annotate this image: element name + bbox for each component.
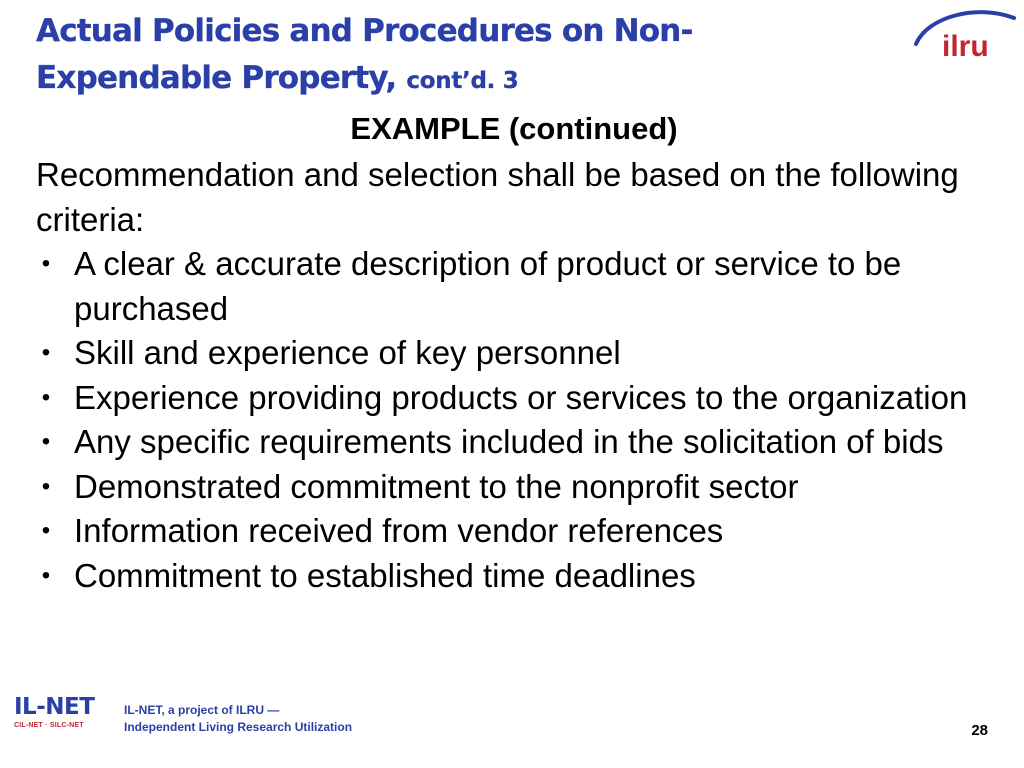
list-item: • A clear & accurate description of product or service to be purchased bbox=[36, 242, 996, 331]
bullet-icon: • bbox=[41, 561, 51, 589]
bullet-icon: • bbox=[41, 517, 51, 544]
ilnet-logo bbox=[14, 694, 104, 740]
intro-text: Recommendation and selection shall be based on the following criteria: bbox=[36, 156, 959, 238]
bullet-icon: • bbox=[41, 428, 51, 455]
list-item: • Demonstrated commitment to the nonprofit sector bbox=[36, 465, 996, 510]
bullet-icon: • bbox=[41, 250, 51, 277]
list-item: • Information received from vendor references bbox=[36, 509, 996, 554]
list-item: • Any specific requirements included in the solicitation of bids bbox=[36, 420, 996, 465]
slide-title bbox=[36, 8, 836, 105]
logo-text: ilru bbox=[942, 30, 989, 63]
ilnet-logo-subtext: CIL-NET · SILC-NET bbox=[14, 722, 84, 729]
criteria-list bbox=[36, 242, 996, 598]
bullet-icon: • bbox=[41, 339, 51, 366]
bullet-icon: • bbox=[41, 383, 51, 411]
footer-line-2: Independent Living Research Utilization bbox=[124, 720, 353, 734]
list-item: • Commitment to established time deadlines bbox=[36, 554, 996, 599]
footer-line-1: IL-NET, a project of ILRU — bbox=[124, 703, 280, 717]
ilnet-logo-text: IL-NET bbox=[14, 694, 95, 720]
list-item: • Experience providing products or services to the organization bbox=[36, 376, 996, 421]
bullet-icon: • bbox=[41, 472, 51, 500]
footer-text bbox=[124, 702, 352, 736]
page-number: 28 bbox=[971, 722, 988, 739]
example-heading: EXAMPLE (continued) bbox=[350, 111, 678, 146]
title-suffix: cont’d. 3 bbox=[406, 68, 519, 94]
title-main: Actual Policies and Procedures on Non-Expendable Property, bbox=[36, 13, 693, 96]
list-item: • Skill and experience of key personnel bbox=[36, 331, 996, 376]
ilru-logo bbox=[908, 4, 1020, 64]
